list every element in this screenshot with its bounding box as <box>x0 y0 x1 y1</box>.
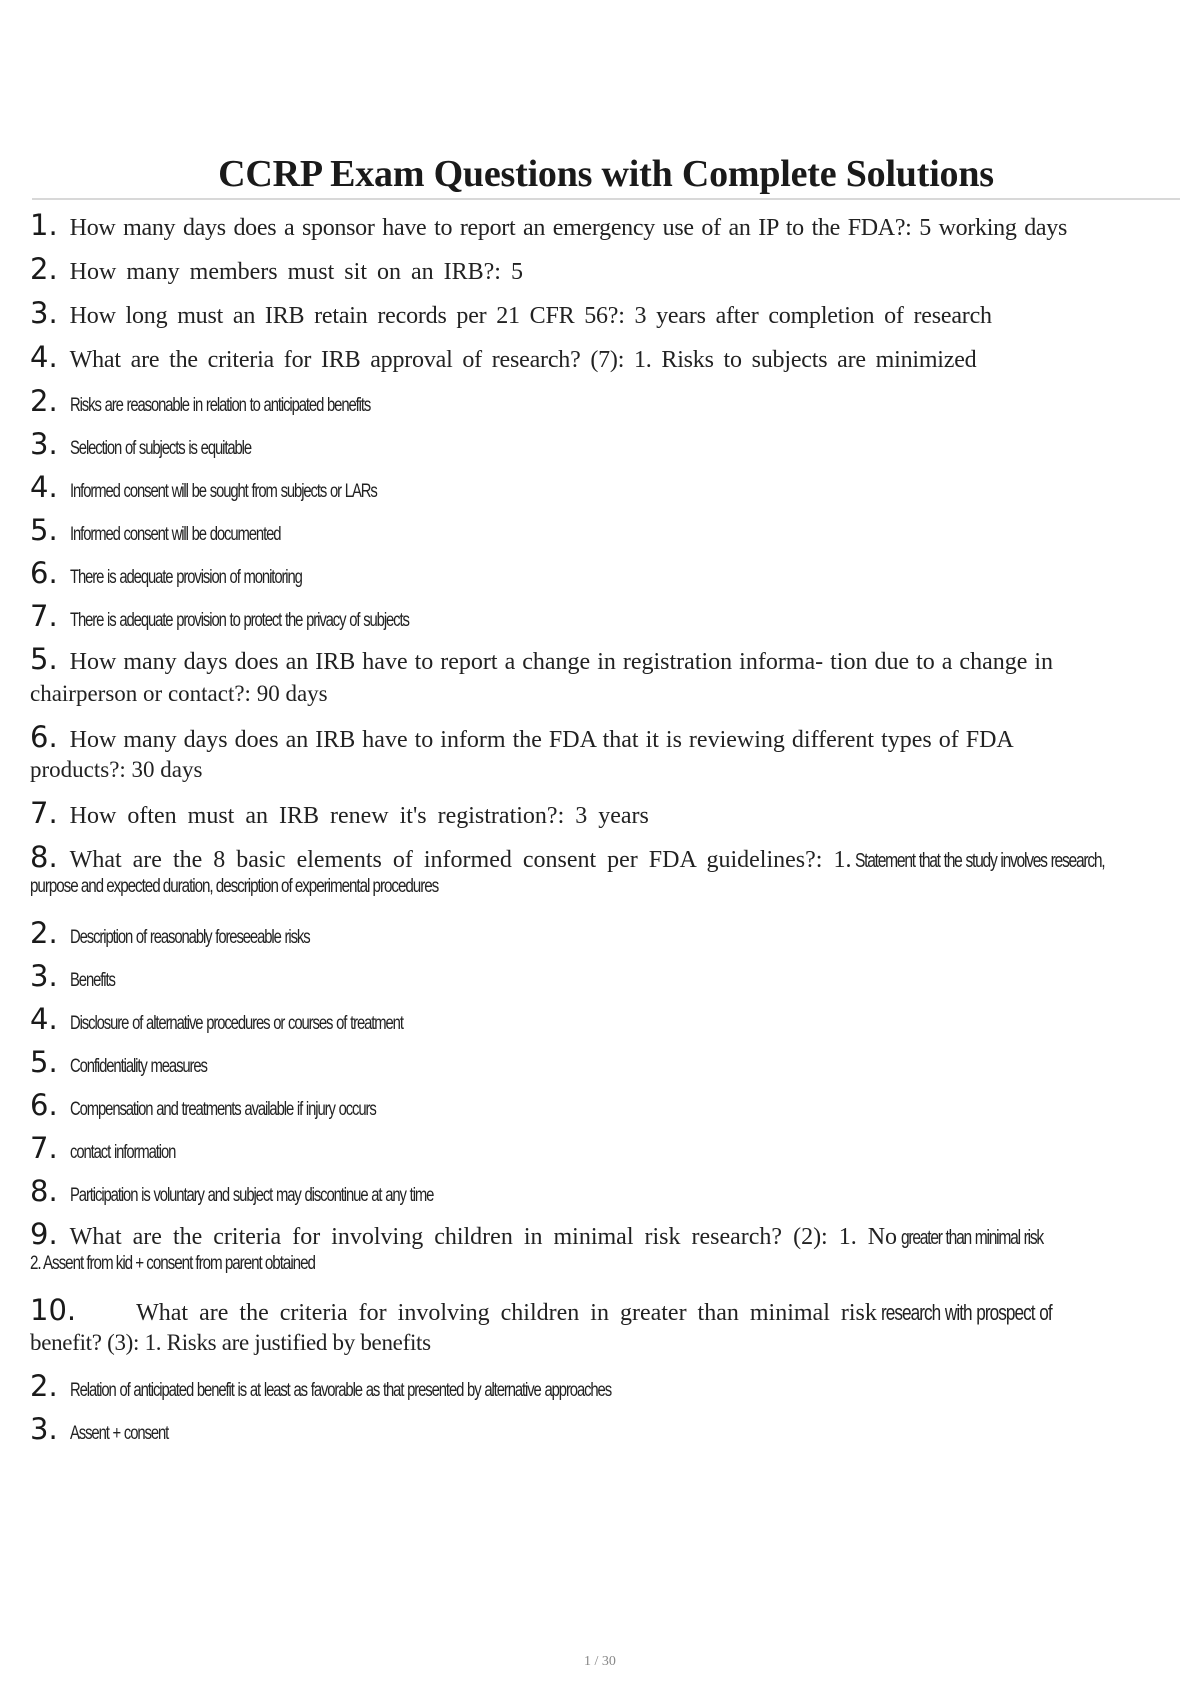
title-divider <box>32 198 1180 200</box>
item-text: How many days does an IRB have to report a change in registration informa- tion due to a change in <box>69 649 1054 675</box>
item-text: Confidentiality measures <box>69 1056 207 1077</box>
item-text-small: Statement that the study involves research, <box>855 850 1105 872</box>
item-text-continued: purpose and expected duration, description of experimental procedures <box>30 876 439 897</box>
list-item <box>30 470 1170 513</box>
item-number: 7. <box>30 599 58 633</box>
item-text: What are the criteria for involving children in greater than minimal risk <box>136 1300 877 1326</box>
list-item <box>30 1088 1170 1131</box>
item-text: contact information <box>69 1142 175 1163</box>
list-item <box>30 1369 1170 1412</box>
item-text-small: greater than minimal risk <box>901 1227 1043 1249</box>
list-item <box>30 340 1170 384</box>
item-number: 8. <box>30 1174 58 1208</box>
item-number: 5. <box>30 513 58 547</box>
item-number: 1. <box>30 208 58 242</box>
page-indicator: 1 / 30 <box>584 1654 616 1669</box>
list-item <box>30 427 1170 470</box>
list-item <box>30 599 1170 642</box>
item-text: Participation is voluntary and subject may discontinue at any time <box>69 1185 433 1206</box>
item-number: 3. <box>30 1412 58 1446</box>
item-number: 4. <box>30 340 58 374</box>
item-text: How many days does a sponsor have to report an emergency use of an IP to the FDA?: 5 working days <box>69 215 1068 241</box>
item-text: Relation of anticipated benefit is at least as favorable as that presented by alternative approaches <box>69 1380 611 1401</box>
item-text-continued: chairperson or contact?: 90 days <box>30 681 328 706</box>
item-number: 7. <box>30 1131 58 1165</box>
item-number: 9. <box>30 1217 58 1251</box>
item-text: Assent + consent <box>69 1423 168 1444</box>
item-text: Selection of subjects is equitable <box>69 438 251 459</box>
list-item <box>30 1002 1170 1045</box>
item-number: 6. <box>30 1088 58 1122</box>
item-number: 2. <box>30 252 58 286</box>
item-text: Benefits <box>69 970 115 991</box>
list-item <box>30 513 1170 556</box>
list-item <box>30 296 1170 340</box>
item-text-continued: benefit? (3): 1. Risks are justified by benefits <box>30 1330 431 1355</box>
item-text: How many days does an IRB have to inform the FDA that it is reviewing different types of FDA <box>69 727 1014 753</box>
item-number: 4. <box>30 1002 58 1036</box>
list-item <box>30 1412 1170 1455</box>
item-number: 2. <box>30 1369 58 1403</box>
list-item <box>30 1045 1170 1088</box>
item-text-continued: products?: 30 days <box>30 757 203 782</box>
item-text: There is adequate provision to protect the privacy of subjects <box>69 610 409 631</box>
list-item-continuation <box>30 680 1170 720</box>
qa-list <box>30 208 1170 1455</box>
list-item <box>30 556 1170 599</box>
list-item <box>30 1293 1170 1329</box>
list-item <box>30 384 1170 427</box>
item-number: 4. <box>30 470 58 504</box>
item-text: Description of reasonably foreseeable risks <box>69 927 310 948</box>
item-number: 7. <box>30 796 58 830</box>
item-text-continued: 2. Assent from kid + consent from parent obtained <box>30 1253 315 1274</box>
list-item <box>30 959 1170 1002</box>
item-number: 2. <box>30 916 58 950</box>
item-number: 3. <box>30 959 58 993</box>
item-text: What are the criteria for involving children in minimal risk research? (2): 1. No <box>69 1224 898 1250</box>
item-number: 5. <box>30 642 58 676</box>
item-number: 6. <box>30 720 58 754</box>
list-item-continuation <box>30 1329 1170 1369</box>
list-item <box>30 208 1170 252</box>
item-text: How many members must sit on an IRB?: 5 <box>69 259 523 285</box>
item-text: Risks are reasonable in relation to anticipated benefits <box>69 395 370 416</box>
item-text: Compensation and treatments available if injury occurs <box>69 1099 376 1120</box>
item-text: There is adequate provision of monitoring <box>69 567 302 588</box>
item-text: Disclosure of alternative procedures or courses of treatment <box>69 1013 403 1034</box>
list-item <box>30 840 1170 876</box>
list-item <box>30 1131 1170 1174</box>
item-number: 10. <box>30 1293 77 1327</box>
item-text: What are the criteria for IRB approval of research? (7): 1. Risks to subjects are minimized <box>69 347 977 373</box>
list-item <box>30 720 1170 756</box>
list-item <box>30 252 1170 296</box>
list-item-continuation <box>30 876 1170 916</box>
item-text: How often must an IRB renew it's registration?: 3 years <box>69 803 649 829</box>
item-text: Informed consent will be documented <box>69 524 281 545</box>
item-number: 3. <box>30 427 58 461</box>
item-text-small: research with prospect of <box>880 1300 1052 1325</box>
document-title: CCRP Exam Questions with Complete Solutions <box>218 153 994 195</box>
list-item <box>30 916 1170 959</box>
list-item-continuation <box>30 1253 1170 1293</box>
list-item <box>30 642 1170 680</box>
item-number: 5. <box>30 1045 58 1079</box>
list-item <box>30 1217 1170 1253</box>
item-number: 3. <box>30 296 58 330</box>
list-item <box>30 1174 1170 1217</box>
item-text: How long must an IRB retain records per 21 CFR 56?: 3 years after completion of research <box>69 303 992 329</box>
item-text: What are the 8 basic elements of informed consent per FDA guidelines?: 1. <box>69 847 852 873</box>
item-number: 6. <box>30 556 58 590</box>
item-text: Informed consent will be sought from subjects or LARs <box>69 481 377 502</box>
item-number: 2. <box>30 384 58 418</box>
item-number: 8. <box>30 840 58 874</box>
list-item-continuation <box>30 756 1170 796</box>
list-item <box>30 796 1170 840</box>
